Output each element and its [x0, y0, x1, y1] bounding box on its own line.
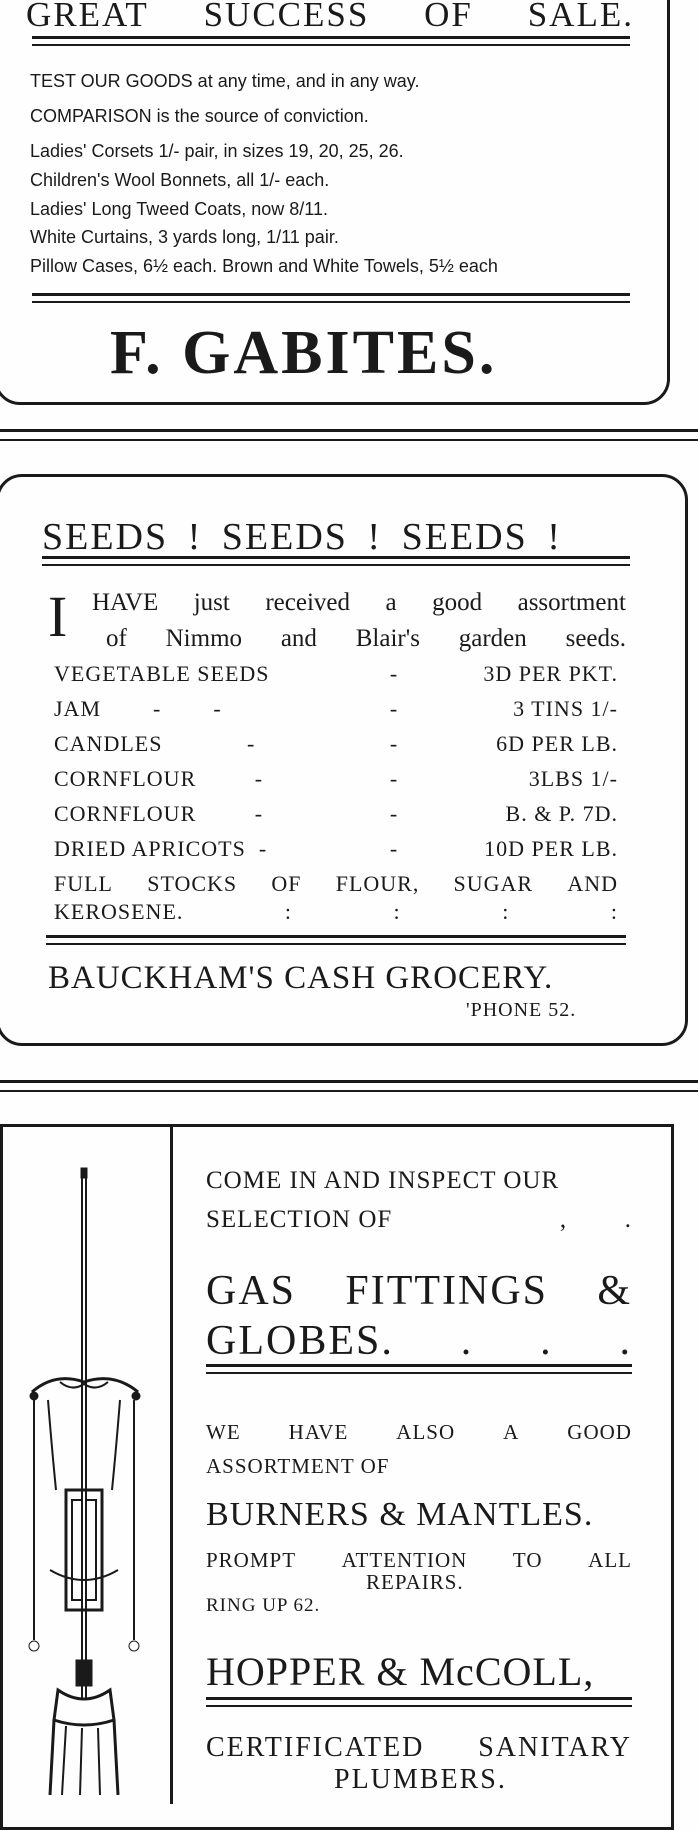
phone-number: 'PHONE 52. [466, 999, 577, 1021]
plumbers-line: CERTIFICATED SANITARY [206, 1732, 632, 1763]
column-divider [170, 1124, 173, 1804]
ad-line: Children's Wool Bonnets, all 1/- each. [30, 170, 330, 190]
repairs-line: REPAIRS. [366, 1570, 464, 1594]
also-line: ASSORTMENT OF [206, 1454, 390, 1478]
page-separator [0, 1080, 698, 1092]
also-line: WE HAVE ALSO A GOOD [206, 1420, 632, 1444]
ad-line: Pillow Cases, 6½ each. Brown and White Towels, 5½ each [30, 256, 498, 276]
merchant-name-bauckham: BAUCKHAM'S CASH GROCERY. [48, 960, 554, 996]
plumbers-line: PLUMBERS. [334, 1764, 507, 1795]
gas-fittings-headline: GLOBES. . . . [206, 1318, 632, 1364]
intro-line: of Nimmo and Blair's garden seeds. [106, 625, 626, 652]
headline-rule [206, 1364, 632, 1374]
seeds-headline: SEEDS ! SEEDS ! SEEDS ! [42, 516, 562, 558]
price-row: CORNFLOUR - - 3LBS 1/- [54, 766, 618, 791]
price-row: VEGETABLE SEEDS - 3D PER PKT. [54, 661, 618, 686]
price-row: DRIED APRICOTS - - 10D PER LB. [54, 836, 618, 861]
burners-headline: BURNERS & MANTLES. [206, 1496, 594, 1533]
repairs-line: PROMPT ATTENTION TO ALL [206, 1548, 632, 1572]
price-row: CORNFLOUR - - B. & P. 7D. [54, 801, 618, 826]
ad-line: TEST OUR GOODS at any time, and in any way. [30, 71, 420, 91]
inspect-line: SELECTION OF , . [206, 1206, 632, 1233]
sale-headline: GREAT SUCCESS OF SALE. [26, 0, 634, 34]
headline-rule [32, 36, 630, 46]
ad-line: COMPARISON is the source of conviction. [30, 106, 369, 126]
drop-cap: I [48, 584, 68, 649]
inspect-line: COME IN AND INSPECT OUR [206, 1167, 560, 1194]
headline-rule [42, 556, 630, 566]
gas-fittings-headline: GAS FITTINGS & [206, 1268, 632, 1314]
divider-rule [206, 1697, 632, 1707]
intro-line: HAVE just received a good assortment [92, 589, 626, 616]
stocks-line: FULL STOCKS OF FLOUR, SUGAR AND [54, 871, 618, 896]
ad-line: White Curtains, 3 yards long, 1/11 pair. [30, 227, 339, 247]
stocks-line: KEROSENE. : : : : [54, 899, 618, 924]
ad-line: Ladies' Corsets 1/- pair, in sizes 19, 20, 25, 26. [30, 141, 404, 161]
ad-line: Ladies' Long Tweed Coats, now 8/11. [30, 199, 328, 219]
merchant-name-hopper: HOPPER & McCOLL, [206, 1649, 595, 1694]
divider-rule [32, 293, 630, 303]
page-separator [0, 429, 698, 441]
gas-fitting-illustration [10, 1160, 170, 1795]
price-row: JAM - - - 3 TINS 1/- [54, 696, 618, 721]
divider-rule [46, 935, 626, 945]
merchant-name-gabites: F. GABITES. [110, 319, 498, 387]
price-row: CANDLES - - 6D PER LB. [54, 731, 618, 756]
ring-line: RING UP 62. [206, 1595, 321, 1616]
